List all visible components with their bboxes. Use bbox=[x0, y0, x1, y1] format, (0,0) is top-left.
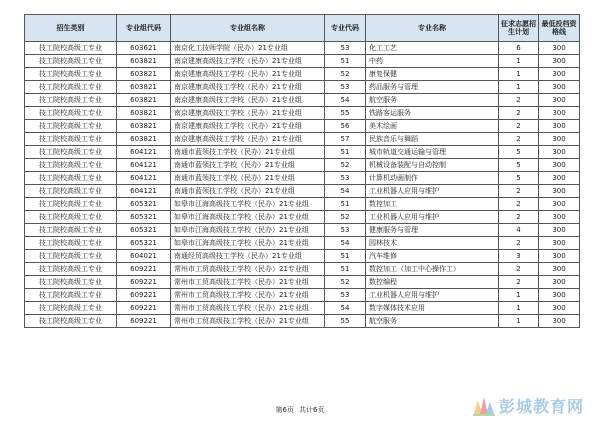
cell-min-score: 300 bbox=[539, 133, 580, 146]
page-total: 共计6页 bbox=[299, 406, 325, 414]
cell-plan: 2 bbox=[499, 185, 539, 198]
cell-plan: 5 bbox=[499, 172, 539, 185]
cell-group-name: 如皋市江海高级技工学校（民办）21专业组 bbox=[171, 237, 325, 250]
table-row bbox=[25, 120, 580, 133]
cell-min-score: 300 bbox=[539, 302, 580, 315]
cell-group-name: 如皋市江海高级技工学校（民办）21专业组 bbox=[171, 198, 325, 211]
cell-group-code: 603821 bbox=[117, 133, 171, 146]
cell-plan: 2 bbox=[499, 211, 539, 224]
header-category: 招生类别 bbox=[25, 15, 117, 42]
table-body bbox=[25, 42, 580, 328]
cell-major-code: 52 bbox=[325, 68, 366, 81]
cell-category: 技工院校高级工专业 bbox=[25, 68, 117, 81]
header-group-name: 专业组名称 bbox=[171, 15, 325, 42]
cell-group-code: 605321 bbox=[117, 198, 171, 211]
cell-group-code: 609221 bbox=[117, 315, 171, 328]
cell-plan: 2 bbox=[499, 94, 539, 107]
cell-major-code: 54 bbox=[325, 185, 366, 198]
cell-min-score: 300 bbox=[539, 81, 580, 94]
cell-category: 技工院校高级工专业 bbox=[25, 120, 117, 133]
cell-group-code: 604121 bbox=[117, 146, 171, 159]
cell-plan: 2 bbox=[499, 120, 539, 133]
cell-major-code: 51 bbox=[325, 198, 366, 211]
cell-group-code: 605321 bbox=[117, 224, 171, 237]
cell-plan: 2 bbox=[499, 263, 539, 276]
cell-group-name: 南京建康高级技工学校（民办）21专业组 bbox=[171, 55, 325, 68]
table-row bbox=[25, 185, 580, 198]
cell-group-code: 609221 bbox=[117, 289, 171, 302]
cell-category: 技工院校高级工专业 bbox=[25, 276, 117, 289]
cell-major-name: 中药 bbox=[366, 55, 499, 68]
cell-group-name: 如皋市江海高级技工学校（民办）21专业组 bbox=[171, 211, 325, 224]
cell-category: 技工院校高级工专业 bbox=[25, 42, 117, 55]
cell-major-name: 机械设备装配与自动控制 bbox=[366, 159, 499, 172]
table-header-row bbox=[25, 15, 580, 42]
cell-min-score: 300 bbox=[539, 289, 580, 302]
cell-category: 技工院校高级工专业 bbox=[25, 289, 117, 302]
cell-category: 技工院校高级工专业 bbox=[25, 159, 117, 172]
header-min-score: 最低投档资格线 bbox=[539, 15, 580, 42]
cell-group-code: 604021 bbox=[117, 250, 171, 263]
table-row bbox=[25, 289, 580, 302]
cell-major-code: 57 bbox=[325, 133, 366, 146]
cell-group-code: 609221 bbox=[117, 302, 171, 315]
cell-group-code: 604121 bbox=[117, 185, 171, 198]
cell-category: 技工院校高级工专业 bbox=[25, 107, 117, 120]
table-row bbox=[25, 302, 580, 315]
table-row bbox=[25, 224, 580, 237]
cell-group-name: 常州市工贸高级技工学校（民办）21专业组 bbox=[171, 289, 325, 302]
cell-category: 技工院校高级工专业 bbox=[25, 237, 117, 250]
cell-major-code: 55 bbox=[325, 107, 366, 120]
table-row bbox=[25, 263, 580, 276]
cell-group-code: 603821 bbox=[117, 120, 171, 133]
admission-table bbox=[24, 14, 580, 328]
cell-major-name: 工业机器人应用与维护 bbox=[366, 289, 499, 302]
cell-min-score: 300 bbox=[539, 315, 580, 328]
pencil-logo-icon bbox=[470, 392, 496, 418]
cell-major-name: 园林技术 bbox=[366, 237, 499, 250]
cell-group-name: 南京建康高级技工学校（民办）21专业组 bbox=[171, 94, 325, 107]
cell-plan: 1 bbox=[499, 315, 539, 328]
header-major-name: 专业名称 bbox=[366, 15, 499, 42]
cell-category: 技工院校高级工专业 bbox=[25, 211, 117, 224]
cell-group-name: 南通市蓝领技工学校（民办）21专业组 bbox=[171, 159, 325, 172]
cell-category: 技工院校高级工专业 bbox=[25, 94, 117, 107]
cell-min-score: 300 bbox=[539, 120, 580, 133]
cell-major-name: 化工工艺 bbox=[366, 42, 499, 55]
table-row bbox=[25, 276, 580, 289]
table-row bbox=[25, 107, 580, 120]
cell-min-score: 300 bbox=[539, 276, 580, 289]
cell-group-name: 南京化工技师学院（民办）21专业组 bbox=[171, 42, 325, 55]
cell-major-code: 53 bbox=[325, 224, 366, 237]
cell-major-name: 工业机器人应用与维护 bbox=[366, 185, 499, 198]
cell-major-name: 汽车维修 bbox=[366, 250, 499, 263]
table-row bbox=[25, 133, 580, 146]
cell-group-name: 常州市工贸高级技工学校（民办）21专业组 bbox=[171, 276, 325, 289]
cell-min-score: 300 bbox=[539, 55, 580, 68]
cell-group-name: 南京建康高级技工学校（民办）21专业组 bbox=[171, 120, 325, 133]
cell-major-name: 数控编程 bbox=[366, 276, 499, 289]
table-row bbox=[25, 94, 580, 107]
cell-major-name: 健康服务与管理 bbox=[366, 224, 499, 237]
cell-major-code: 53 bbox=[325, 289, 366, 302]
page-number: 第6页 bbox=[275, 406, 294, 414]
cell-major-name: 航空服务 bbox=[366, 94, 499, 107]
cell-major-code: 52 bbox=[325, 159, 366, 172]
cell-group-code: 609221 bbox=[117, 263, 171, 276]
cell-category: 技工院校高级工专业 bbox=[25, 224, 117, 237]
cell-group-name: 南通经贸高级技工学校（民办）21专业组 bbox=[171, 250, 325, 263]
cell-category: 技工院校高级工专业 bbox=[25, 146, 117, 159]
cell-group-code: 605321 bbox=[117, 237, 171, 250]
cell-category: 技工院校高级工专业 bbox=[25, 133, 117, 146]
cell-category: 技工院校高级工专业 bbox=[25, 302, 117, 315]
table-row bbox=[25, 55, 580, 68]
cell-group-name: 常州市工贸高级技工学校（民办）21专业组 bbox=[171, 315, 325, 328]
table-row bbox=[25, 159, 580, 172]
cell-group-name: 南京建康高级技工学校（民办）21专业组 bbox=[171, 68, 325, 81]
cell-major-code: 51 bbox=[325, 55, 366, 68]
cell-category: 技工院校高级工专业 bbox=[25, 198, 117, 211]
cell-group-code: 609221 bbox=[117, 276, 171, 289]
cell-major-code: 51 bbox=[325, 250, 366, 263]
cell-major-name: 计算机动画制作 bbox=[366, 172, 499, 185]
cell-category: 技工院校高级工专业 bbox=[25, 315, 117, 328]
cell-major-name: 美术绘画 bbox=[366, 120, 499, 133]
cell-major-code: 51 bbox=[325, 146, 366, 159]
cell-min-score: 300 bbox=[539, 172, 580, 185]
cell-major-name: 城市轨道交通运输与管理 bbox=[366, 146, 499, 159]
table-row bbox=[25, 146, 580, 159]
cell-group-name: 南京建康高级技工学校（民办）21专业组 bbox=[171, 133, 325, 146]
cell-plan: 2 bbox=[499, 107, 539, 120]
cell-major-name: 民族音乐与舞蹈 bbox=[366, 133, 499, 146]
cell-group-code: 604121 bbox=[117, 159, 171, 172]
cell-major-code: 53 bbox=[325, 81, 366, 94]
cell-min-score: 300 bbox=[539, 42, 580, 55]
cell-plan: 5 bbox=[499, 146, 539, 159]
cell-min-score: 300 bbox=[539, 146, 580, 159]
cell-group-code: 603821 bbox=[117, 68, 171, 81]
cell-group-code: 605321 bbox=[117, 211, 171, 224]
cell-category: 技工院校高级工专业 bbox=[25, 55, 117, 68]
cell-min-score: 300 bbox=[539, 107, 580, 120]
header-plan: 征求志愿招生计划 bbox=[499, 15, 539, 42]
cell-major-name: 数字媒体技术应用 bbox=[366, 302, 499, 315]
cell-major-code: 53 bbox=[325, 42, 366, 55]
cell-min-score: 300 bbox=[539, 159, 580, 172]
cell-major-code: 52 bbox=[325, 211, 366, 224]
table-row bbox=[25, 211, 580, 224]
cell-plan: 1 bbox=[499, 55, 539, 68]
cell-major-name: 工业机器人应用与维护 bbox=[366, 211, 499, 224]
cell-min-score: 300 bbox=[539, 263, 580, 276]
table-row bbox=[25, 68, 580, 81]
cell-group-code: 603821 bbox=[117, 107, 171, 120]
cell-plan: 5 bbox=[499, 159, 539, 172]
cell-group-code: 603621 bbox=[117, 42, 171, 55]
cell-major-name: 数控加工（加工中心操作工） bbox=[366, 263, 499, 276]
cell-group-name: 南通市蓝领技工学校（民办）21专业组 bbox=[171, 172, 325, 185]
cell-min-score: 300 bbox=[539, 211, 580, 224]
watermark-text: 彭城教育网 bbox=[499, 396, 585, 416]
cell-plan: 6 bbox=[499, 42, 539, 55]
cell-plan: 2 bbox=[499, 133, 539, 146]
cell-min-score: 300 bbox=[539, 237, 580, 250]
cell-category: 技工院校高级工专业 bbox=[25, 185, 117, 198]
cell-major-code: 51 bbox=[325, 263, 366, 276]
cell-major-name: 航空服务 bbox=[366, 315, 499, 328]
cell-group-code: 604121 bbox=[117, 172, 171, 185]
cell-group-name: 常州市工贸高级技工学校（民办）21专业组 bbox=[171, 302, 325, 315]
table-row bbox=[25, 42, 580, 55]
cell-major-code: 54 bbox=[325, 237, 366, 250]
cell-group-name: 南京建康高级技工学校（民办）21专业组 bbox=[171, 107, 325, 120]
cell-plan: 1 bbox=[499, 289, 539, 302]
cell-group-name: 南通市蓝领技工学校（民办）21专业组 bbox=[171, 185, 325, 198]
cell-group-code: 603821 bbox=[117, 81, 171, 94]
cell-major-code: 52 bbox=[325, 276, 366, 289]
cell-group-name: 南通市蓝领技工学校（民办）21专业组 bbox=[171, 146, 325, 159]
cell-plan: 1 bbox=[499, 81, 539, 94]
cell-plan: 1 bbox=[499, 68, 539, 81]
cell-major-code: 55 bbox=[325, 315, 366, 328]
cell-plan: 3 bbox=[499, 250, 539, 263]
cell-min-score: 300 bbox=[539, 185, 580, 198]
cell-category: 技工院校高级工专业 bbox=[25, 81, 117, 94]
cell-category: 技工院校高级工专业 bbox=[25, 263, 117, 276]
table-row bbox=[25, 172, 580, 185]
cell-plan: 2 bbox=[499, 198, 539, 211]
cell-major-name: 数控加工 bbox=[366, 198, 499, 211]
cell-min-score: 300 bbox=[539, 68, 580, 81]
cell-major-name: 康复保健 bbox=[366, 68, 499, 81]
table-row bbox=[25, 250, 580, 263]
cell-plan: 2 bbox=[499, 276, 539, 289]
table-row bbox=[25, 315, 580, 328]
cell-group-name: 如皋市江海高级技工学校（民办）21专业组 bbox=[171, 224, 325, 237]
cell-major-code: 56 bbox=[325, 120, 366, 133]
header-major-code: 专业代码 bbox=[325, 15, 366, 42]
cell-plan: 2 bbox=[499, 237, 539, 250]
cell-group-code: 603821 bbox=[117, 55, 171, 68]
cell-group-code: 603821 bbox=[117, 94, 171, 107]
cell-major-code: 54 bbox=[325, 94, 366, 107]
cell-major-name: 药品服务与管理 bbox=[366, 81, 499, 94]
cell-group-name: 常州市工贸高级技工学校（民办）21专业组 bbox=[171, 263, 325, 276]
cell-category: 技工院校高级工专业 bbox=[25, 250, 117, 263]
cell-min-score: 300 bbox=[539, 224, 580, 237]
cell-group-name: 南京建康高级技工学校（民办）21专业组 bbox=[171, 81, 325, 94]
table-row bbox=[25, 198, 580, 211]
table-row bbox=[25, 237, 580, 250]
cell-major-name: 铁路客运服务 bbox=[366, 107, 499, 120]
cell-min-score: 300 bbox=[539, 250, 580, 263]
watermark bbox=[470, 390, 596, 420]
cell-plan: 4 bbox=[499, 224, 539, 237]
cell-category: 技工院校高级工专业 bbox=[25, 172, 117, 185]
table-row bbox=[25, 81, 580, 94]
cell-min-score: 300 bbox=[539, 94, 580, 107]
cell-major-code: 53 bbox=[325, 172, 366, 185]
cell-min-score: 300 bbox=[539, 198, 580, 211]
header-group-code: 专业组代码 bbox=[117, 15, 171, 42]
cell-plan: 1 bbox=[499, 302, 539, 315]
cell-major-code: 54 bbox=[325, 302, 366, 315]
